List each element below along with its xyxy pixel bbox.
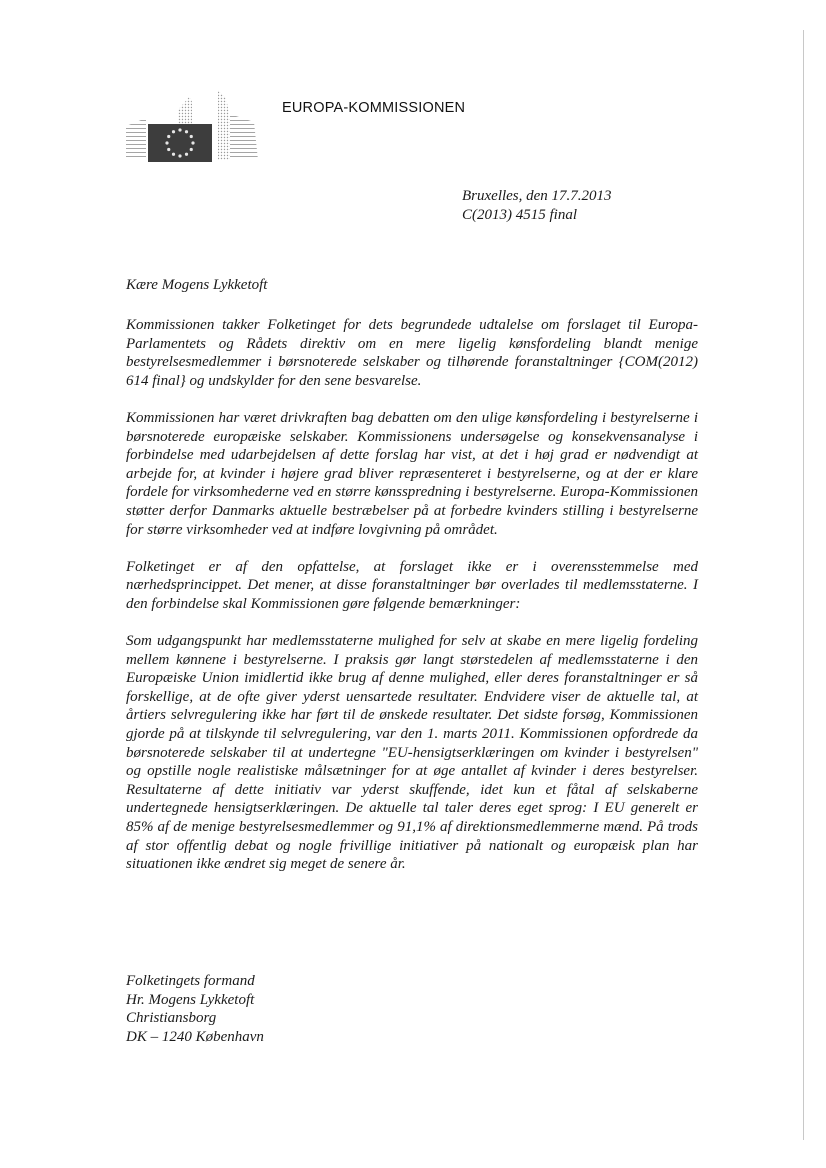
letter-body: [126, 316, 698, 892]
dateline: [462, 187, 612, 225]
paragraph-4: Som udgangspunkt har medlemsstaterne mulighed for selv at skabe en mere ligelig fordeling mellem kønnene i bestyrelserne. I praksis gør langt størstedelen af medlemsstaterne i den Europæiske Union imidlertid ikke brug af denne mulighed, eller deres foranstaltninger er så forskellige, at de ofte giver yderst uensartede resultater. Endvidere viser de aktuelle tal, at årtiers selvregulering ikke har ført til de ønskede resultater. Det sidste forsøg, Kommissionen gjorde på at tilskynde til selvregulering, var den 1. marts 2011. Kommissionen opfordrede da børsnoterede selskaber til at undertegne "EU-hensigtserklæringen om kvinder i bestyrelsen" og opstille nogle realistiske målsætninger for at øge antallet af kvinder i deres bestyrelser. Resultaterne af dette initiativ var yderst skuffende, idet kun et fåtal af selskaberne undertegnede hensigtserklæringen. De aktuelle tal taler deres eget sprog: I EU generelt er 85% af de menige bestyrelsesmedlemmer og 91,1% af direktionsmedlemmerne mænd. På trods af stor offentlig debat og nogle frivillige initiativer på nationalt og europæisk plan har situationen ikke ændret sig meget de senere år.: [126, 633, 698, 873]
flag-star-icon: [178, 128, 181, 131]
paragraph-3: Folketinget er af den opfattelse, at forslaget ikke er i overensstemmelse med nærhedsprincippet. Det mener, at disse foranstaltninger bør overlades til medlemsstaterne. I den forbindelse skal Kommissionen gøre følgende bemærkninger:: [126, 558, 698, 612]
recipient-line-1: Folketingets formand: [126, 973, 255, 989]
flag-star-icon: [172, 130, 175, 133]
flag-star-icon: [185, 130, 188, 133]
salutation: Kære Mogens Lykketoft: [126, 277, 268, 293]
flag-star-icon: [190, 135, 193, 138]
flag-star-icon: [167, 135, 170, 138]
recipient-line-4: DK – 1240 København: [126, 1028, 264, 1045]
flag-star-icon: [185, 153, 188, 156]
scan-edge-line: [803, 30, 804, 1140]
flag-star-icon: [172, 153, 175, 156]
flag-star-icon: [190, 148, 193, 151]
organization-name: EUROPA-KOMMISSIONEN: [282, 100, 466, 116]
flag-star-icon: [167, 148, 170, 151]
flag-star-icon: [178, 154, 181, 157]
recipient-line-3: Christiansborg: [126, 1010, 217, 1027]
recipient-address: [126, 972, 264, 1046]
european-commission-emblem-icon: [118, 88, 268, 168]
place-date: Bruxelles, den 17.7.2013: [462, 188, 612, 204]
paragraph-2: Kommissionen har været drivkraften bag debatten om den ulige kønsfordeling i bestyrelserne i børsnoterede europæiske selskaber. Kommissionens undersøgelse og konsekvensanalyse i forbindelse med udarbejdelsen af dette forslag har vist, at det i høj grad er nødvendigt at arbejde for, at kvinder i højere grad bliver repræsenteret i bestyrelserne, og at der er klare fordele for virksomhederne ved en større kønsspredning i bestyrelserne. Europa-Kommissionen støtter derfor Danmarks aktuelle bestræbelser på at forbedre kvinders stilling i bestyrelserne for større virksomheder ved at indføre lovgivning på området.: [126, 409, 698, 538]
recipient-line-2: Hr. Mogens Lykketoft: [126, 991, 255, 1008]
flag-star-icon: [191, 141, 194, 144]
paragraph-1: Kommissionen takker Folketinget for dets begrundede udtalelse om forslaget til Europa-Parlamentets og Rådets direktiv om en mere ligelig kønsfordeling blandt menige bestyrelsesmedlemmer i børsnoterede selskaber og tilhørende foranstaltninger {COM(2012) 614 final} og undskylder for den sene besvarelse.: [126, 317, 698, 389]
flag-star-icon: [165, 141, 168, 144]
document-reference: C(2013) 4515 final: [462, 207, 577, 223]
